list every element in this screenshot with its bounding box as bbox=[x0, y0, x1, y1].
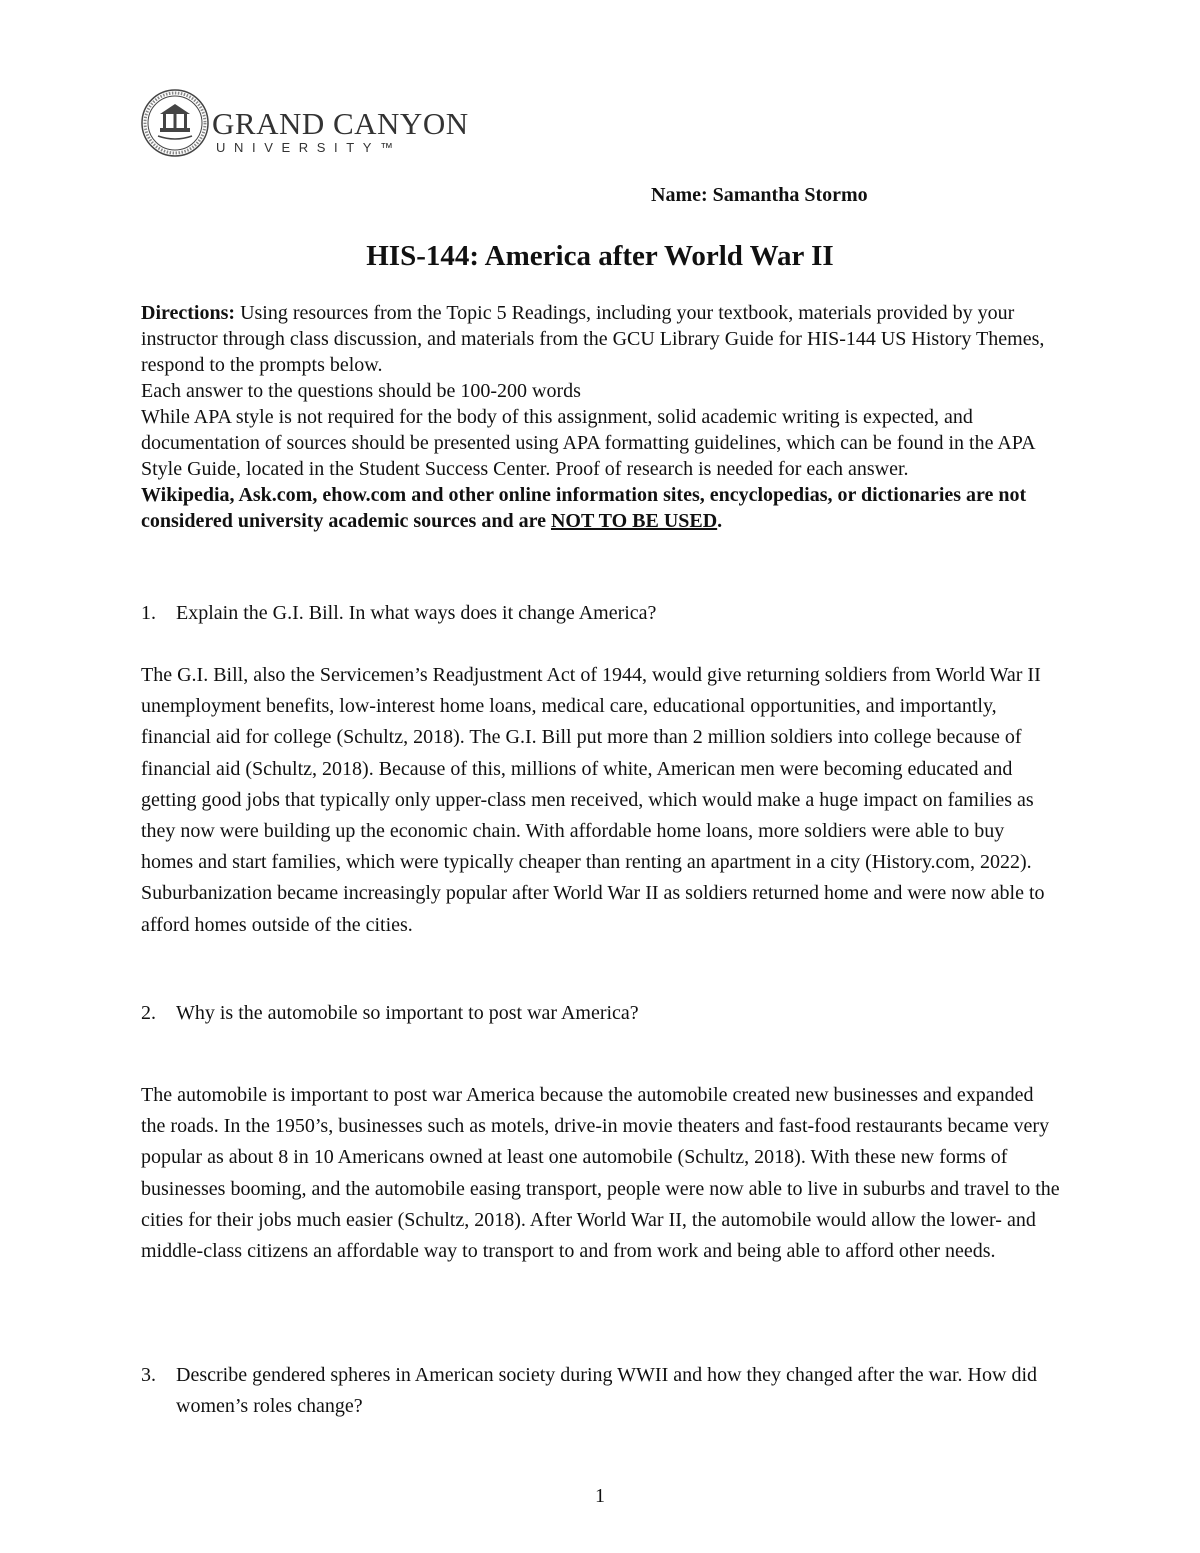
directions-label: Directions: bbox=[141, 302, 236, 324]
university-logo bbox=[140, 88, 469, 160]
directions-text-3: While APA style is not required for the body of this assignment, solid academic writing is expected, and documentation of sources should be presented using APA formatting guidelines, which can be found in the APA Style Guide, located in the Student Success Center. Proof of research is needed for each answer. bbox=[141, 406, 1035, 480]
question-prompt: Describe gendered spheres in American society during WWII and how they changed after the war. How did women’s roles change? bbox=[176, 1364, 1037, 1417]
university-seal-icon bbox=[140, 88, 210, 158]
sources-warning-end: . bbox=[717, 510, 723, 532]
question-number: 3. bbox=[141, 1364, 156, 1386]
page-title: HIS-144: America after World War II bbox=[366, 240, 834, 272]
question-prompt: Explain the G.I. Bill. In what ways does it change America? bbox=[176, 602, 657, 624]
page-number: 1 bbox=[595, 1485, 605, 1507]
question-number: 1. bbox=[141, 602, 156, 624]
directions-text-2: Each answer to the questions should be 100-200 words bbox=[141, 380, 581, 402]
directions-block bbox=[141, 300, 1061, 534]
question-prompt: Why is the automobile so important to post war America? bbox=[176, 1002, 639, 1024]
answer-2: The automobile is important to post war America because the automobile created new businesses and expanded the roads. In the 1950’s, businesses such as motels, drive-in movie theaters and fast-food restaurants became very popular as about 8 in 10 Americans owned at least one automobile (Schultz, 2018). With these new forms of businesses booming, and the automobile easing transport, people were now able to live in suburbs and travel to the cities for their jobs much easier (Schultz, 2018). After World War II, the automobile would allow the lower- and middle-class citizens an affordable way to transport to and from work and being able to afford other needs. bbox=[141, 1084, 1060, 1263]
sources-warning-underlined: NOT TO BE USED bbox=[550, 510, 718, 532]
student-name: Name: Samantha Stormo bbox=[651, 184, 868, 206]
sources-warning-text: Wikipedia, Ask.com, ehow.com and other online information sites, encyclopedias, or dictionaries are not considered university academic sources and are bbox=[141, 484, 1027, 532]
directions-text-1: Using resources from the Topic 5 Readings, including your textbook, materials provided by your instructor through class discussion, and materials from the GCU Library Guide for HIS-144 US History Themes, respond to the prompts below. bbox=[141, 302, 1045, 376]
logo-name-line2: UNIVERSITY™ bbox=[216, 140, 402, 155]
answer-1: The G.I. Bill, also the Servicemen’s Readjustment Act of 1944, would give returning soldiers from World War II unemployment benefits, low-interest home loans, medical care, educational opportunities, and importantly, financial aid for college (Schultz, 2018). The G.I. Bill put more than 2 million soldiers into college because of financial aid (Schultz, 2018). Because of this, millions of white, American men were becoming educated and getting good jobs that typically only upper-class men received, which would make a huge impact on families as they now were building up the economic chain. With affordable home loans, more soldiers were able to buy homes and start families, which were typically cheaper than renting an apartment in a city (History.com, 2022). Suburbanization became increasingly popular after World War II as soldiers returned home and were now able to afford homes outside of the cities. bbox=[141, 664, 1045, 936]
logo-name-line1: GRAND CANYON bbox=[212, 106, 469, 141]
question-number: 2. bbox=[141, 1002, 156, 1024]
sources-warning bbox=[141, 482, 1061, 534]
directions-paragraph bbox=[141, 300, 1061, 378]
